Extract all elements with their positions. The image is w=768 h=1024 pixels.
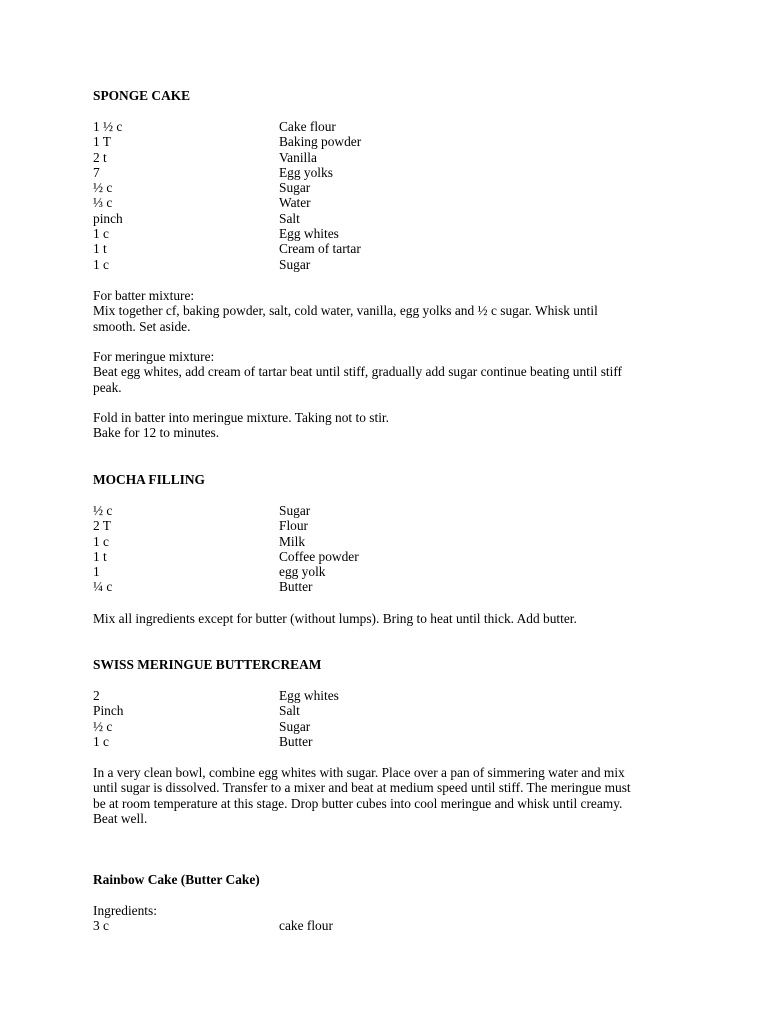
swiss-ingredients-table	[93, 688, 693, 749]
swiss-meringue-title: SWISS MERINGUE BUTTERCREAM	[93, 657, 322, 672]
ingredient-qty: Pinch	[93, 703, 124, 719]
ingredient-name: Cake flour	[279, 119, 336, 134]
paragraph-line: peak.	[93, 379, 122, 395]
ingredient-row	[93, 534, 693, 549]
ingredient-row	[93, 734, 693, 749]
paragraph-line: For meringue mixture:	[93, 349, 215, 364]
ingredient-name: Egg yolks	[279, 164, 333, 180]
ingredient-row	[93, 688, 693, 703]
paragraph-line: smooth. Set aside.	[93, 318, 191, 334]
paragraph-line: Ingredients:	[93, 903, 157, 918]
ingredient-qty: 1 c	[93, 733, 109, 749]
ingredient-name: egg yolk	[279, 564, 326, 580]
ingredient-name: cake flour	[279, 918, 333, 933]
ingredient-qty: 1 c	[93, 256, 109, 272]
ingredient-name: Water	[279, 195, 311, 211]
ingredient-name: Egg whites	[279, 688, 339, 703]
ingredient-name: Salt	[279, 210, 300, 226]
ingredient-row	[93, 257, 693, 272]
rainbow-ingredients-table	[93, 918, 693, 933]
paragraph-line: For batter mixture:	[93, 288, 195, 303]
ingredient-qty: 2 T	[93, 518, 111, 534]
paragraph-line: Mix all ingredients except for butter (without lumps). Bring to heat until thick. Add butter.	[93, 611, 577, 626]
ingredient-qty: ⅓ c	[93, 195, 113, 211]
ingredient-row	[93, 226, 693, 241]
ingredient-row	[93, 518, 693, 533]
ingredient-row	[93, 211, 693, 226]
ingredient-row	[93, 918, 693, 933]
ingredient-name: Coffee powder	[279, 548, 359, 564]
rainbow-cake-title: Rainbow Cake (Butter Cake)	[93, 872, 260, 887]
ingredient-row	[93, 150, 693, 165]
paragraph-line: Beat well.	[93, 810, 148, 826]
paragraph-line: until sugar is dissolved. Transfer to a mixer and beat at medium speed until stiff. The meringue must	[93, 780, 631, 796]
ingredient-qty: 1 ½ c	[93, 119, 123, 134]
paragraph-line: In a very clean bowl, combine egg whites with sugar. Place over a pan of simmering water and mix	[93, 765, 625, 780]
ingredient-qty: ½ c	[93, 718, 113, 734]
paragraph-line: Bake for 12 to minutes.	[93, 425, 220, 441]
ingredient-row	[93, 165, 693, 180]
ingredient-name: Flour	[279, 518, 309, 534]
fold-instructions	[93, 410, 665, 441]
ingredient-row	[93, 241, 693, 256]
ingredient-qty: 3 c	[93, 918, 109, 933]
swiss-instructions	[93, 765, 665, 826]
ingredient-qty: 7	[93, 164, 100, 180]
ingredient-name: Sugar	[279, 718, 311, 734]
ingredient-row	[93, 719, 693, 734]
ingredient-name: Sugar	[279, 180, 311, 196]
ingredient-qty: 1 c	[93, 226, 109, 242]
ingredient-qty: 1 c	[93, 533, 109, 549]
rainbow-ingredients-label	[93, 903, 665, 918]
mocha-filling-title: MOCHA FILLING	[93, 472, 205, 487]
paragraph-line: Mix together cf, baking powder, salt, cold water, vanilla, egg yolks and ½ c sugar. Whisk until	[93, 303, 598, 319]
ingredient-qty: 1	[93, 564, 100, 580]
ingredient-qty: ½ c	[93, 180, 113, 196]
ingredient-qty: ¼ c	[93, 579, 113, 595]
paragraph-line: Beat egg whites, add cream of tartar beat until stiff, gradually add sugar continue beating until stiff	[93, 364, 623, 380]
ingredient-name: Butter	[279, 733, 313, 749]
paragraph-line: be at room temperature at this stage. Drop butter cubes into cool meringue and whisk until creamy.	[93, 795, 623, 811]
mocha-instructions	[93, 611, 665, 626]
sponge-cake-title: SPONGE CAKE	[93, 88, 191, 103]
ingredient-name: Sugar	[279, 503, 311, 518]
ingredient-name: Baking powder	[279, 134, 362, 150]
batter-instructions	[93, 288, 665, 334]
ingredient-qty: 1 t	[93, 548, 107, 564]
meringue-instructions	[93, 349, 665, 395]
ingredient-name: Milk	[279, 533, 306, 549]
ingredient-row	[93, 549, 693, 564]
ingredient-qty: ½ c	[93, 503, 113, 518]
ingredient-name: Butter	[279, 579, 313, 595]
ingredient-name: Vanilla	[279, 149, 317, 165]
ingredient-row	[93, 195, 693, 210]
ingredient-name: Cream of tartar	[279, 241, 361, 257]
ingredient-qty: pinch	[93, 210, 123, 226]
ingredient-row	[93, 503, 693, 518]
ingredient-row	[93, 134, 693, 149]
ingredient-row	[93, 180, 693, 195]
paragraph-line: Fold in batter into meringue mixture. Taking not to stir.	[93, 410, 389, 425]
ingredient-name: Egg whites	[279, 226, 339, 242]
ingredient-qty: 1 T	[93, 134, 111, 150]
ingredient-row	[93, 564, 693, 579]
ingredient-row	[93, 703, 693, 718]
ingredient-row	[93, 119, 693, 134]
ingredient-qty: 2 t	[93, 149, 107, 165]
mocha-ingredients-table	[93, 503, 693, 595]
ingredient-name: Salt	[279, 703, 300, 719]
ingredient-name: Sugar	[279, 256, 311, 272]
ingredient-qty: 1 t	[93, 241, 107, 257]
ingredient-qty: 2	[93, 688, 100, 703]
sponge-ingredients-table	[93, 119, 693, 272]
ingredient-row	[93, 579, 693, 594]
